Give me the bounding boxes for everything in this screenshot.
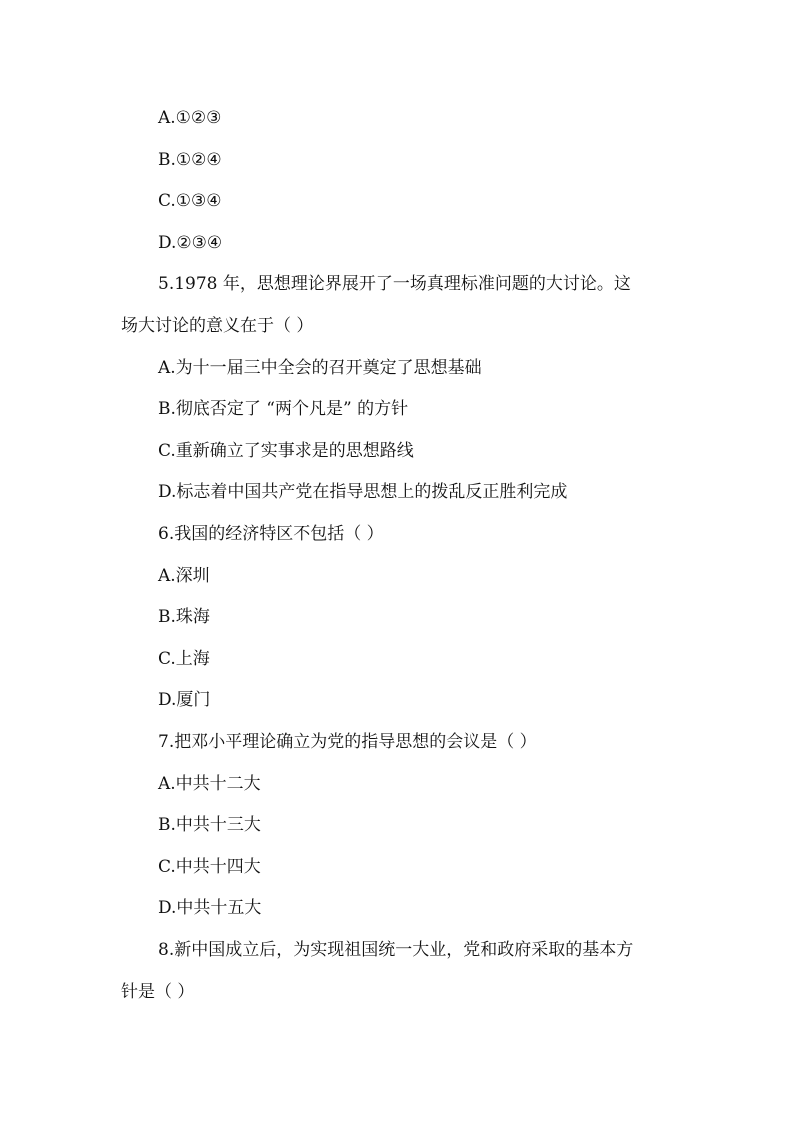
q7-option-c: C.中共十四大: [158, 857, 261, 877]
q6-option-b: B.珠海: [158, 607, 210, 627]
q5-stem-line1: 5.1978 年，思想理论界展开了一场真理标准问题的大讨论。这: [158, 274, 631, 294]
q4-option-a: A.①②③: [158, 108, 222, 128]
q8-stem-line2: 针是（ ）: [121, 982, 195, 1002]
q6-stem: 6.我国的经济特区不包括（ ）: [158, 524, 384, 544]
q5-option-c: C.重新确立了实事求是的思想路线: [158, 441, 414, 461]
q5-option-a: A.为十一届三中全会的召开奠定了思想基础: [158, 358, 482, 378]
q4-option-c: C.①③④: [158, 191, 222, 211]
q7-option-a: A.中共十二大: [158, 774, 261, 794]
q5-option-d: D.标志着中国共产党在指导思想上的拨乱反正胜利完成: [158, 482, 568, 502]
q7-option-b: B.中共十三大: [158, 815, 261, 835]
q6-option-a: A.深圳: [158, 566, 210, 586]
q8-stem-line1: 8.新中国成立后，为实现祖国统一大业，党和政府采取的基本方: [158, 940, 634, 960]
q5-stem-line2: 场大讨论的意义在于（ ）: [121, 316, 314, 336]
q4-option-d: D.②③④: [158, 233, 223, 253]
q7-option-d: D.中共十五大: [158, 898, 262, 918]
q4-option-b: B.①②④: [158, 150, 222, 170]
q5-option-b: B.彻底否定了 “两个凡是” 的方针: [158, 399, 409, 419]
q6-option-d: D.厦门: [158, 690, 211, 710]
q6-option-c: C.上海: [158, 649, 210, 669]
q7-stem: 7.把邓小平理论确立为党的指导思想的会议是（ ）: [158, 732, 537, 752]
